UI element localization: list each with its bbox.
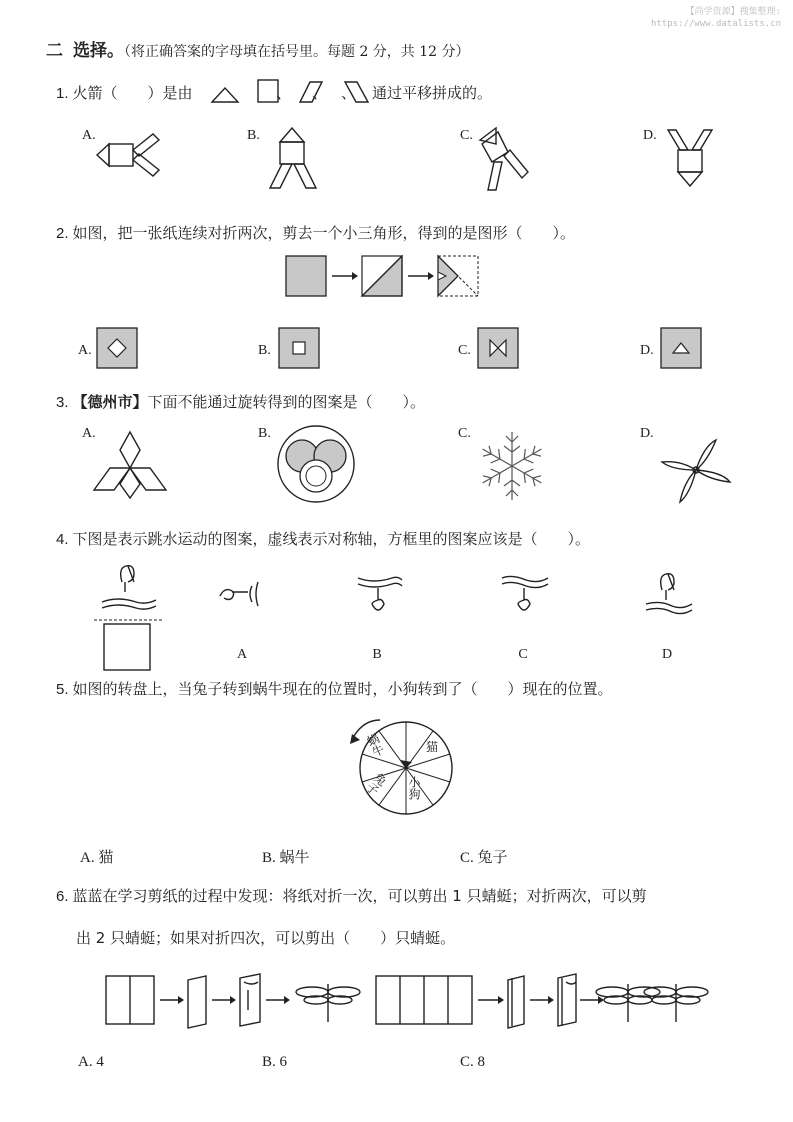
question-source-tag: 【德州市】 [72, 393, 148, 411]
question-text: 下图是表示跳水运动的图案，虚线表示对称轴，方框里的图案应该是（ ）。 [72, 530, 591, 548]
question-text: 如图的转盘上，当兔子转到蜗牛现在的位置时，小狗转到了（ ）现在的位置。 [72, 680, 613, 698]
question-number: 4. [56, 531, 69, 548]
wheel-label-cat: 猫 [426, 740, 439, 754]
rocket-c-figure [478, 126, 540, 196]
separator: 、 [341, 84, 357, 102]
section-header [46, 36, 470, 61]
option-c-label: C. [458, 343, 471, 358]
q2-folding-process-figure [286, 254, 482, 298]
option-b-label: B. [258, 426, 271, 441]
square-piece [258, 80, 278, 102]
diver-option-c-figure [500, 572, 550, 622]
watermark-line2: https://www.datalists.cn [650, 19, 781, 29]
wheel-label-snail: 蜗牛 [363, 731, 387, 760]
option-b: B. 6 [262, 1054, 288, 1070]
option-d-label: D. [640, 343, 654, 358]
question-number: 3. [56, 394, 69, 411]
separator: 、 [312, 84, 328, 102]
question-number: 5. [56, 681, 69, 698]
option-b-label: B. [247, 128, 260, 143]
rocket-b-figure [266, 124, 326, 190]
option-b: B. 蜗牛 [262, 850, 310, 866]
option-a: A. 猫 [80, 850, 114, 866]
question-1 [56, 82, 193, 103]
option-a: A. 4 [78, 1054, 104, 1070]
wheel-label-dog: 小狗 [407, 776, 421, 800]
option-d-square-figure [660, 327, 704, 371]
option-d-label: D. [643, 128, 657, 143]
question-number: 1. [56, 85, 69, 102]
option-c-label: C. [458, 426, 471, 441]
spinner-wheel-figure [340, 714, 460, 814]
diver-option-d-figure [644, 568, 694, 618]
paper-square [286, 256, 326, 296]
question-4 [56, 528, 590, 549]
section-note: （将正确答案的字母填在括号里。每题 2 分，共 12 分） [124, 44, 470, 60]
diver-option-a-figure [214, 578, 268, 612]
question-text: 如图，把一张纸连续对折两次，剪去一个小三角形，得到的是图形（ ）。 [72, 224, 576, 242]
question-number: 6. [56, 888, 69, 905]
question-6-line2: 出 2 只蜻蜓；如果对折四次，可以剪出（ ）只蜻蜓。 [76, 929, 456, 947]
option-c-label: C. [460, 128, 473, 143]
option-a-label: A. [82, 128, 96, 143]
circle-pattern-figure [276, 424, 356, 504]
diver-original-figure [92, 562, 162, 672]
pinwheel-figure [656, 436, 736, 506]
separator: 、 [276, 84, 292, 102]
question-text: 下面不能通过旋转得到的图案是（ ）。 [147, 393, 426, 411]
option-d-label: D [661, 647, 673, 662]
dragonfly-icon [596, 984, 660, 1022]
section-title: 选择。 [73, 41, 124, 61]
rocket-a-figure [95, 130, 165, 182]
question-3 [56, 391, 425, 412]
option-d-label: D. [640, 426, 654, 441]
option-c: C. 兔子 [460, 850, 508, 866]
three-diamonds-figure [90, 428, 170, 500]
question-text: 火箭（ ）是由 [72, 84, 193, 102]
option-b-label: B. [258, 343, 271, 358]
dragonfly-icon [644, 984, 708, 1022]
q6-paper-cutting-process-figure [104, 972, 710, 1032]
diver-option-b-figure [354, 572, 404, 622]
option-c-label: C [518, 647, 528, 662]
question-text: 蓝蓝在学习剪纸的过程中发现：将纸对折一次，可以剪出 1 只蜻蜓；对折两次，可以剪 [72, 887, 647, 905]
option-a-square-figure [96, 327, 140, 371]
question-5 [56, 678, 613, 699]
section-number: 二 [46, 41, 63, 61]
watermark-line1: 【尚学资源】搜集整理: [685, 7, 781, 17]
question-6-line1 [56, 885, 647, 906]
option-a-label: A [236, 647, 248, 662]
question-text-end: 通过平移拼成的。 [372, 84, 493, 102]
option-c-square-figure [477, 327, 521, 371]
triangle-piece [212, 88, 238, 102]
rocket-d-figure [666, 126, 716, 192]
option-a-label: A. [82, 426, 96, 441]
option-b-square-figure [278, 327, 322, 371]
watermark [651, 6, 781, 30]
option-c: C. 8 [460, 1054, 486, 1070]
option-b-label: B [372, 647, 382, 662]
question-number: 2. [56, 225, 69, 242]
dragonfly-icon [296, 984, 360, 1022]
snowflake-figure [474, 428, 550, 504]
wheel-label-rabbit: 兔子 [363, 769, 390, 798]
question-2 [56, 222, 575, 243]
option-a-label: A. [78, 343, 92, 358]
